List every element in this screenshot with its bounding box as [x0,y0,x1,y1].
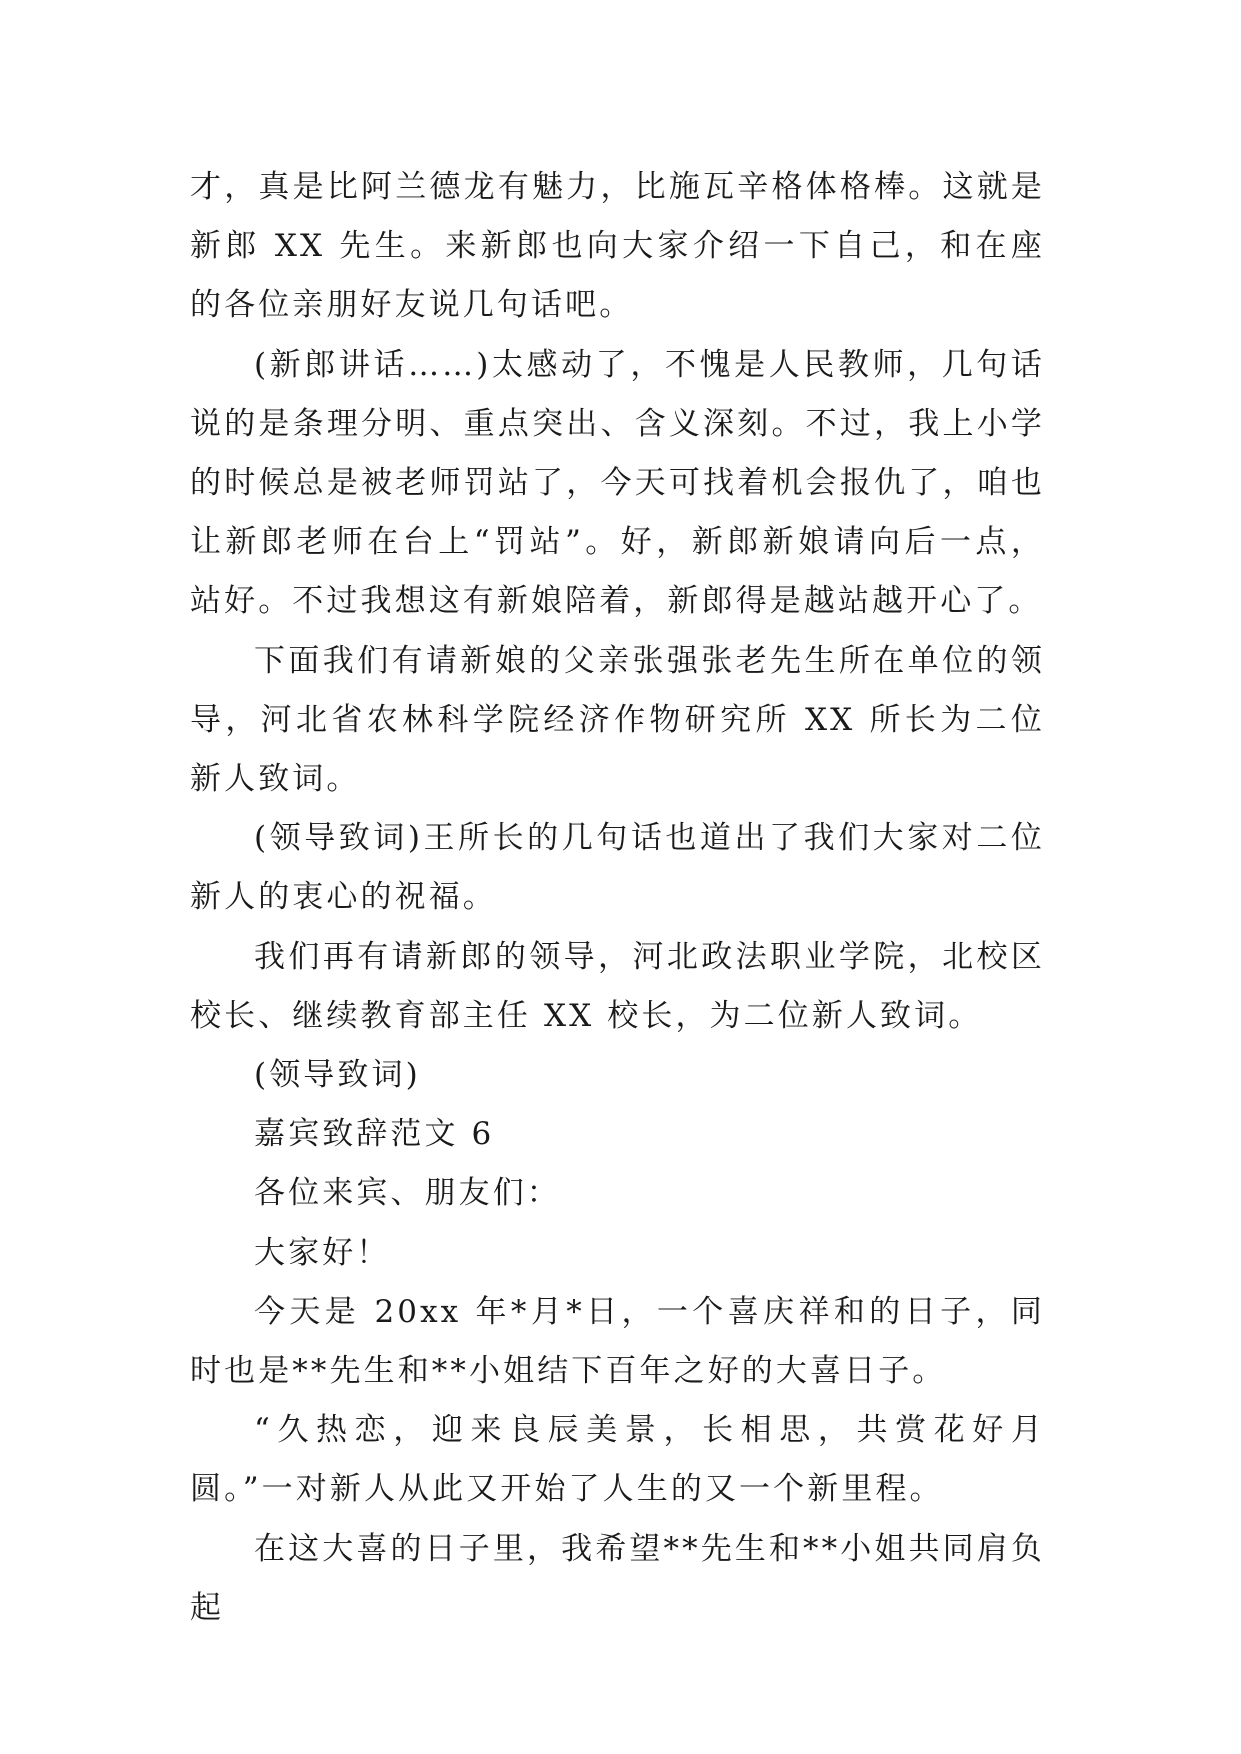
paragraph-6: (领导致词) [254,1057,421,1094]
paragraph-12: 在这大喜的日子里，我希望**先生和**小姐共同肩负起 [190,1530,1045,1626]
paragraph-4: (领导致词)王所长的几句话也道出了我们大家对二位新人的衷心的祝福。 [190,820,1045,916]
paragraph-5: 我们再有请新郎的领导，河北政法职业学院，北校区校长、继续教育部主任 XX 校长，为二位新人致词。 [190,938,1045,1034]
section-heading: 嘉宾致辞范文 6 [254,1116,495,1153]
paragraph-11: “久热恋，迎来良辰美景，长相思，共赏花好月圆。”一对新人从此又开始了人生的又一个新里程。 [190,1412,1045,1508]
paragraph-10: 今天是 20xx 年*月*日，一个喜庆祥和的日子，同时也是**先生和**小姐结下百年之好的大喜日子。 [190,1293,1045,1390]
document-body [190,158,1045,1638]
salutation: 各位来宾、朋友们： [254,1175,561,1212]
paragraph-3: 下面我们有请新娘的父亲张强张老先生所在单位的领导，河北省农林科学院经济作物研究所 XX 所长为二位新人致词。 [190,642,1045,798]
paragraph-2: (新郎讲话……)太感动了，不愧是人民教师，几句话说的是条理分明、重点突出、含义深刻。不过，我上小学的时候总是被老师罚站了，今天可找着机会报仇了，咱也让新郎老师在台上“罚站”。好，新郎新娘请向后一点，站好。不过我想这有新娘陪着，新郎得是越站越开心了。 [190,346,1045,620]
greeting: 大家好！ [254,1234,391,1271]
paragraph-1: 才，真是比阿兰德龙有魅力，比施瓦辛格体格棒。这就是新郎 XX 先生。来新郎也向大家介绍一下自己，和在座的各位亲朋好友说几句话吧。 [190,169,1045,324]
